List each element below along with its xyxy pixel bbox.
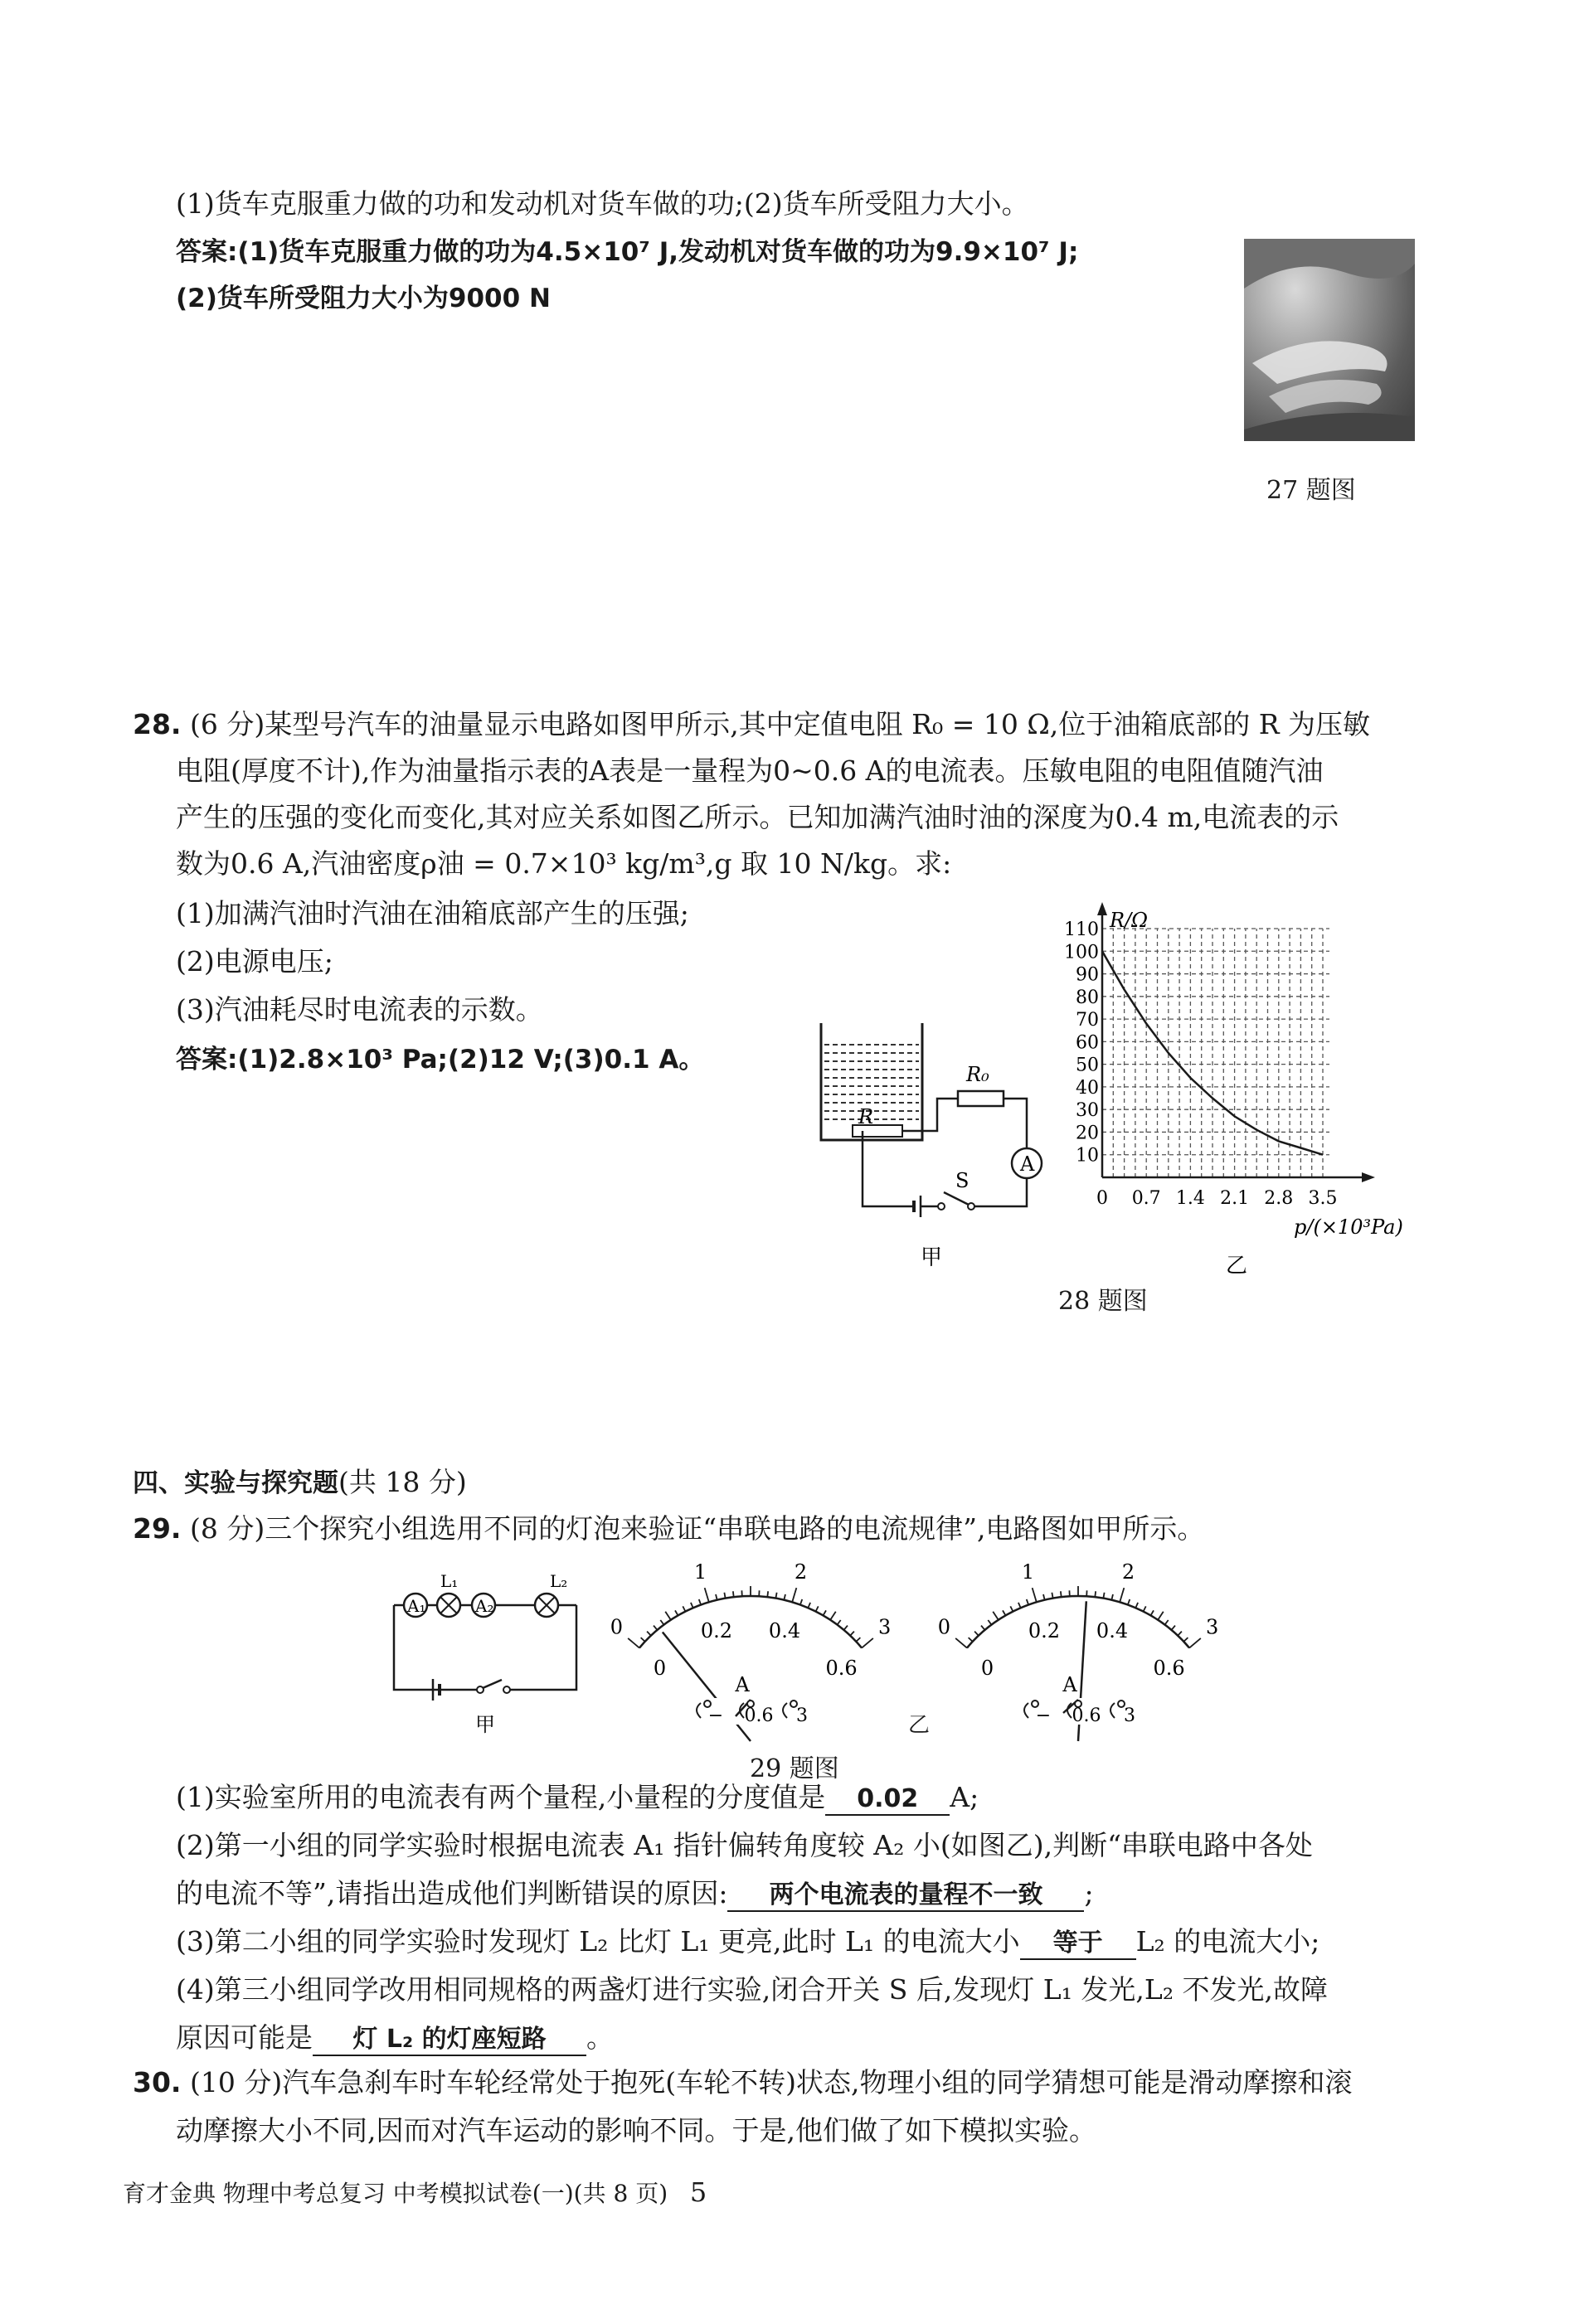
section4-score: (共 18 分) <box>338 1466 467 1498</box>
dial-tick <box>1171 1626 1174 1630</box>
x-tick-label: 2.1 <box>1220 1188 1250 1209</box>
q29-sub4-line2 <box>176 2020 614 2056</box>
terminal-label: − <box>707 1705 724 1726</box>
q30-text-line1: (10 分)汽车急刹车时车轮经常处于抱死(车轮不转)状态,物理小组的同学猜想可能是滑动摩擦和滚 <box>189 2066 1353 2098</box>
switch-label: S <box>955 1169 970 1192</box>
dial-top-tick-label: 3 <box>1205 1615 1219 1639</box>
terminal-label: − <box>1035 1705 1052 1726</box>
dial-tick <box>1128 1599 1130 1605</box>
dial-tick <box>660 1620 663 1625</box>
q29-ammeter-a2-dial <box>937 1550 1219 1726</box>
y-tick-label: 110 <box>1064 919 1099 940</box>
r0-label: R₀ <box>966 1063 989 1086</box>
q29-s4-text: 原因可能是 <box>176 2021 313 2054</box>
dial-tick <box>699 1599 701 1605</box>
y-tick-label: 20 <box>1076 1123 1099 1144</box>
x-tick-label: 1.4 <box>1175 1188 1205 1209</box>
dial-tick <box>792 1588 796 1602</box>
dial-tick <box>784 1594 785 1600</box>
dial-top-tick-label: 1 <box>693 1560 707 1584</box>
dial-tick <box>654 1626 657 1630</box>
q28-stem-line4: 数为0.6 A,汽油密度ρ油 = 0.7×10³ kg/m³,g 取 10 N/kg。求: <box>176 847 952 880</box>
dial-top-tick-label: 1 <box>1021 1560 1035 1584</box>
a2-label: A₂ <box>475 1596 494 1616</box>
dial-top-tick-label: 3 <box>877 1615 892 1639</box>
terminal-label: 0.6 <box>744 1705 774 1726</box>
q27-figure-caption: 27 题图 <box>1266 476 1356 505</box>
q27-photo <box>1244 239 1415 441</box>
q29-sub4-line1: (4)第三小组同学改用相同规格的两盏灯进行实验,闭合开关 S 后,发现灯 L₁ 发光,L₂ 不发光,故障 <box>176 1973 1329 2006</box>
dial-tick <box>1178 1632 1182 1636</box>
y-tick-label: 50 <box>1076 1055 1099 1076</box>
y-axis-label: R/Ω <box>1110 909 1149 932</box>
dial-top-tick-label: 2 <box>1121 1560 1135 1584</box>
x-axis-label: p/(×10³Pa) <box>1294 1215 1403 1239</box>
dial-tick <box>1183 1637 1188 1642</box>
q29-s2-answer-blank: 两个电流表的量程不一致 <box>727 1880 1084 1912</box>
dial-tick <box>808 1603 810 1608</box>
y-tick-label: 80 <box>1076 987 1099 1008</box>
q29-s3-answer-blank: 等于 <box>1020 1929 1136 1960</box>
q29-sub2-line2 <box>176 1875 1094 1912</box>
q29-sub3 <box>176 1924 1319 1960</box>
q29-s4-answer-blank: 灯 L₂ 的灯座短路 <box>313 2025 586 2056</box>
dial-tick <box>850 1632 854 1636</box>
dial-top-tick-label: 0 <box>937 1615 951 1639</box>
dial-tick <box>775 1593 776 1599</box>
dial-bottom-tick-label: 0.4 <box>768 1619 801 1643</box>
x-tick-label: 3.5 <box>1308 1188 1338 1209</box>
dial-tick <box>683 1606 685 1611</box>
y-tick-label: 10 <box>1076 1145 1099 1167</box>
q29-s3-text: (3)第二小组的同学实验时发现灯 L₂ 比灯 L₁ 更亮,此时 L₁ 的电流大小 <box>176 1925 1020 1958</box>
q29-ammeter-a1-dial <box>610 1550 892 1726</box>
q27-answer-line2: (2)货车所受阻力大小为9000 N <box>176 284 551 313</box>
mountain-road-image <box>1244 239 1415 441</box>
terminal-label: 3 <box>1124 1705 1135 1726</box>
dial-bottom-tick-label: 0.4 <box>1096 1619 1129 1643</box>
dial-tick <box>1033 1588 1037 1602</box>
dial-tick <box>1043 1594 1045 1600</box>
dial-scale-arc <box>967 1596 1189 1648</box>
sensor-r-label: R <box>858 1105 874 1128</box>
terminal-label: 0.6 <box>1072 1705 1101 1726</box>
dial-tick <box>1010 1606 1013 1611</box>
q29-stem <box>133 1511 1204 1547</box>
dial-tick <box>1120 1588 1124 1602</box>
q29-circuit-jia-label: 甲 <box>475 1713 495 1736</box>
dial-tick <box>981 1626 984 1630</box>
dial-tick <box>1158 1612 1164 1620</box>
dial-tick <box>830 1612 836 1620</box>
q29-s4-end: 。 <box>586 2021 614 2054</box>
q28-number: 28. <box>133 708 182 740</box>
q29-figure-caption: 29 题图 <box>750 1754 839 1783</box>
dial-tick <box>705 1588 709 1602</box>
dial-tick <box>1027 1599 1028 1605</box>
dial-tick <box>1061 1591 1062 1597</box>
dial-bottom-tick-label: 0 <box>653 1657 667 1681</box>
dial-bottom-tick-label: 0.2 <box>1028 1619 1061 1643</box>
dial-bottom-tick-label: 0.6 <box>825 1657 858 1681</box>
ammeter-label: A <box>1020 1152 1035 1176</box>
dial-tick <box>665 1612 671 1620</box>
page-footer <box>123 2176 707 2209</box>
section4-title: 四、实验与探究题 <box>133 1468 338 1498</box>
q27-sub-questions: (1)货车克服重力做的功和发动机对货车做的功;(2)货车所受阻力大小。 <box>176 187 1029 220</box>
q28-text-line1: (6 分)某型号汽车的油量显示电路如图甲所示,其中定值电阻 R₀ = 10 Ω,位于油箱底部的 R 为压敏 <box>189 708 1371 740</box>
x-tick-label: 2.8 <box>1264 1188 1294 1209</box>
dial-tick <box>843 1626 847 1630</box>
dial-bottom-tick-label: 0 <box>980 1657 994 1681</box>
dial-tick <box>862 1638 873 1648</box>
dial-tick <box>974 1632 979 1636</box>
x-tick-label: 0 <box>1096 1188 1108 1209</box>
a1-label: A₁ <box>407 1596 426 1616</box>
q29-s1-unit: A; <box>950 1781 979 1813</box>
q29-series-circuit <box>386 1565 601 1739</box>
q29-s1-text: (1)实验室所用的电流表有两个量程,小量程的分度值是 <box>176 1781 826 1813</box>
dial-tick <box>1111 1594 1113 1600</box>
q30-stem-line1 <box>133 2064 1352 2101</box>
q30-stem-line2: 动摩擦大小不同,因而对汽车运动的影响不同。于是,他们做了如下模拟实验。 <box>176 2114 1096 2147</box>
q28-stem-line3: 产生的压强的变化而变化,其对应关系如图乙所示。已知加满汽油时油的深度为0.4 m,电流表的示 <box>176 801 1339 833</box>
q28-sub2: (2)电源电压; <box>176 945 333 978</box>
y-tick-label: 60 <box>1076 1032 1099 1054</box>
dial-tick <box>824 1610 827 1615</box>
dial-tick <box>733 1591 734 1597</box>
footer-text: 育才金典 物理中考总复习 中考模拟试卷(一)(共 8 页) <box>123 2180 668 2207</box>
q28-stem-line1 <box>133 706 1370 743</box>
dial-tick <box>724 1593 725 1599</box>
dial-tick <box>641 1637 645 1642</box>
page-number: 5 <box>689 2176 707 2208</box>
dial-tick <box>955 1638 967 1648</box>
q28-answer: 答案:(1)2.8×10³ Pa;(2)12 V;(3)0.1 A。 <box>176 1045 705 1075</box>
q29-number: 29. <box>133 1512 182 1545</box>
dial-tick <box>838 1620 841 1625</box>
q28-sub3: (3)汽油耗尽时电流表的示数。 <box>176 993 543 1026</box>
dial-tick <box>1151 1610 1154 1615</box>
dial-tick <box>1095 1591 1096 1597</box>
dial-tick <box>969 1637 973 1642</box>
dial-tick <box>716 1594 717 1600</box>
q28-sub1: (1)加满汽油时汽油在油箱底部产生的压强; <box>176 897 689 929</box>
terminal-label: 3 <box>796 1705 808 1726</box>
y-tick-label: 70 <box>1076 1010 1099 1031</box>
dial-tick <box>988 1620 991 1625</box>
q29-s2-text: 的电流不等”,请指出造成他们判断错误的原因: <box>176 1877 728 1909</box>
y-tick-label: 30 <box>1076 1100 1099 1122</box>
section4-heading <box>133 1464 467 1502</box>
dial-tick <box>1103 1593 1104 1599</box>
y-tick-label: 100 <box>1064 942 1099 963</box>
dial-tick <box>993 1612 999 1620</box>
dial-tick <box>675 1610 678 1615</box>
l1-label: L₁ <box>440 1571 459 1591</box>
q28-resistance-pressure-chart <box>1053 895 1426 1277</box>
q30-number: 30. <box>133 2066 182 2098</box>
dial-unit-label: A <box>1062 1673 1077 1696</box>
dial-unit-label: A <box>735 1673 750 1696</box>
x-tick-label: 0.7 <box>1131 1188 1161 1209</box>
dial-tick <box>1003 1610 1006 1615</box>
q29-sub2-line1: (2)第一小组的同学实验时根据电流表 A₁ 指针偏转角度较 A₂ 小(如图乙),判断“串联电路中各处 <box>176 1829 1313 1861</box>
q29-s3-end: L₂ 的电流大小; <box>1135 1925 1320 1958</box>
dial-tick <box>856 1637 860 1642</box>
q28-stem-line2: 电阻(厚度不计),作为油量指示表的A表是一量程为0~0.6 A的电流表。压敏电阻的电阻值随汽油 <box>176 754 1324 787</box>
dial-top-tick-label: 2 <box>794 1560 808 1584</box>
dial-tick <box>1165 1620 1169 1625</box>
dial-tick <box>1135 1603 1138 1608</box>
y-tick-label: 90 <box>1076 964 1099 986</box>
dial-tick <box>1189 1638 1201 1648</box>
dial-tick <box>767 1591 768 1597</box>
dial-bottom-tick-label: 0.2 <box>700 1619 733 1643</box>
l2-label: L₂ <box>550 1571 568 1591</box>
r0-resistor <box>958 1091 1004 1106</box>
q29-text: (8 分)三个探究小组选用不同的灯泡来验证“串联电路的电流规律”,电路图如甲所示。 <box>189 1512 1205 1545</box>
dial-tick <box>800 1599 802 1605</box>
graph-yi-label: 乙 <box>1226 1254 1248 1278</box>
q29-sub1 <box>176 1779 979 1816</box>
dial-bottom-tick-label: 0.6 <box>1153 1657 1185 1681</box>
dial-tick <box>1018 1603 1021 1608</box>
dial-top-tick-label: 0 <box>610 1615 624 1639</box>
dial-tick <box>1144 1606 1146 1611</box>
dial-tick <box>691 1603 693 1608</box>
q28-circuit-diagram <box>796 1012 1062 1277</box>
q29-meters-yi-label: 乙 <box>908 1713 931 1738</box>
dial-tick <box>647 1632 651 1636</box>
q28-figure-caption: 28 题图 <box>1058 1287 1148 1316</box>
q27-answer-line1: 答案:(1)货车克服重力做的功为4.5×10⁷ J,发动机对货车做的功为9.9×10⁷ J; <box>176 237 1079 267</box>
dial-scale-arc <box>639 1596 862 1648</box>
q29-s1-answer-blank: 0.02 <box>825 1784 950 1816</box>
circuit-jia-label: 甲 <box>921 1245 943 1270</box>
dial-tick <box>816 1606 819 1611</box>
q29-s2-end: ; <box>1084 1877 1094 1909</box>
y-tick-label: 40 <box>1076 1077 1099 1099</box>
dial-tick <box>628 1638 639 1648</box>
